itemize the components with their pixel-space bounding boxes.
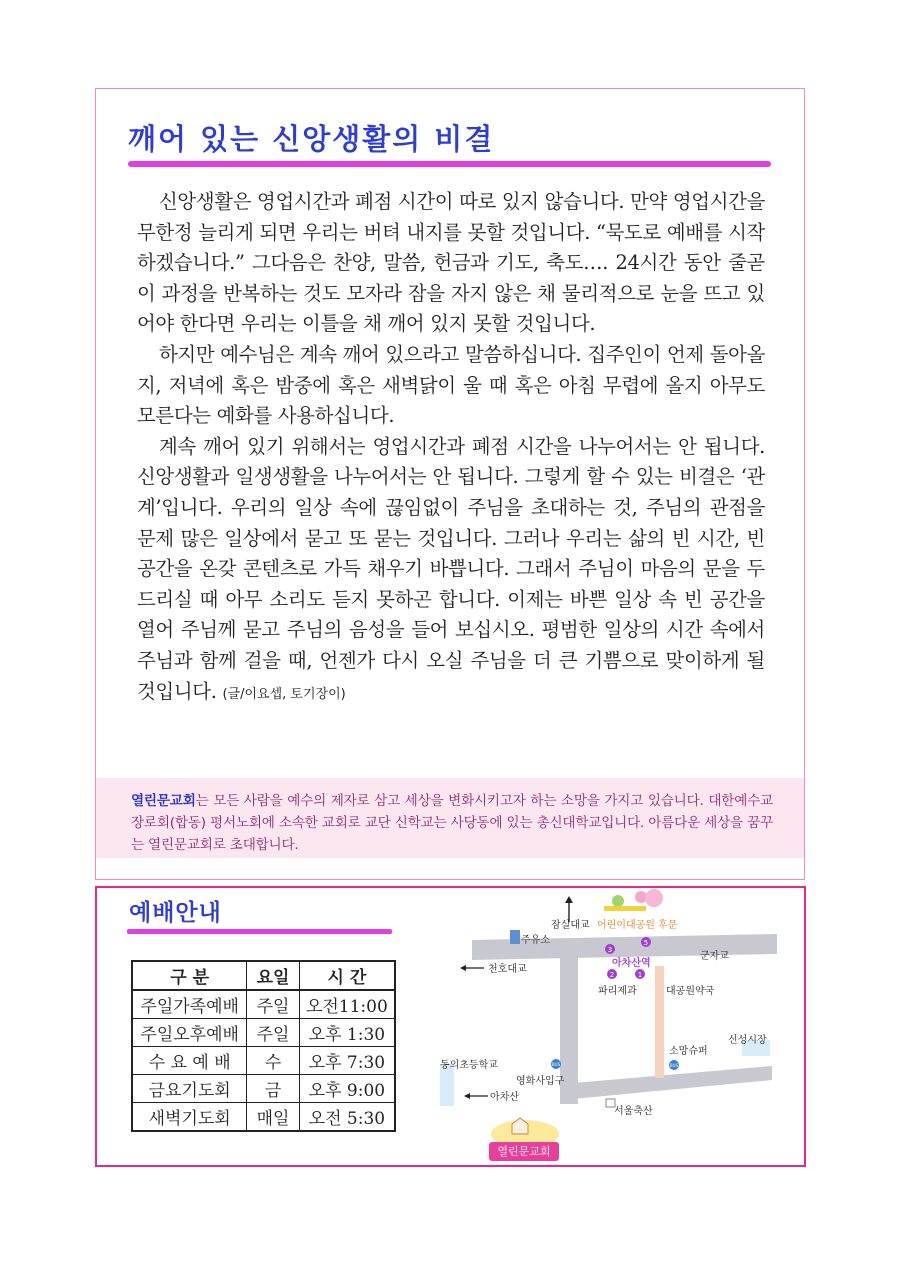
service-time: 오후 7:30 (299, 1047, 395, 1075)
church-intro-text: 는 모든 사람을 예수의 제자로 삼고 세상을 변화시키고자 하는 소망을 가지고 있습니다. 대한예수교장로회(합동) 평서노회에 소속한 교회로 교단 신학교는 사당동에 있는 총신대학교입니다. 아름다운 세상을 꿈꾸는 열린문교회로 초대합니다. (131, 793, 773, 853)
service-day: 수 (247, 1047, 299, 1075)
worship-schedule-table (131, 960, 396, 1132)
article-body (137, 187, 765, 710)
table-header: 요일 (247, 961, 299, 990)
label-achasan: 아차산 (490, 1092, 519, 1103)
table-header-row (132, 961, 395, 990)
table-row (132, 1019, 395, 1047)
church-location-map (432, 888, 777, 1163)
park-umbrella-icon (645, 889, 663, 907)
label-bakery: 파리제과 (598, 986, 637, 997)
schedule-title: 예배안내 (129, 900, 222, 926)
service-day: 주일 (247, 1019, 299, 1047)
schedule-title-underline (127, 929, 392, 934)
label-jamsil: 잠실대교 (551, 920, 590, 931)
label-somang-super: 소망슈퍼 (669, 1046, 708, 1057)
table-header: 시 간 (299, 961, 395, 990)
label-pharmacy: 대공원약국 (666, 986, 715, 997)
exit-3-number: 3 (607, 946, 613, 954)
north-arrowhead (565, 896, 573, 903)
service-day: 금 (247, 1075, 299, 1103)
service-name: 주일가족예배 (132, 990, 247, 1019)
table-row (132, 1075, 395, 1103)
service-name: 주일오후예배 (132, 1019, 247, 1047)
road-lower (562, 1066, 772, 1100)
church-name: 열린문교회 (131, 793, 196, 809)
service-time: 오후 1:30 (299, 1019, 395, 1047)
service-day: 주일 (247, 990, 299, 1019)
arrowhead-achasan (464, 1093, 470, 1099)
service-time: 오전11:00 (299, 990, 395, 1019)
label-gunja: 군자교 (700, 951, 729, 962)
park-fence (604, 906, 646, 911)
service-name: 수 요 예 배 (132, 1047, 247, 1075)
service-day: 매일 (247, 1103, 299, 1132)
label-achasan-station: 아차산역 (612, 958, 651, 969)
article-paragraph: 하지만 예수님은 계속 깨어 있으라고 말씀하십니다. 집주인이 언제 돌아올지, 저녁에 혹은 밤중에 혹은 새벽닭이 울 때 혹은 아침 무렵에 올지 아무도 모른다는 예화를 사용하십니다. (137, 342, 765, 428)
label-butcher: 서울축산 (614, 1106, 653, 1117)
exit-5-number: 5 (643, 939, 649, 947)
label-park: 어린이대공원 후문 (597, 920, 678, 931)
table-row (132, 1103, 395, 1132)
church-intro (131, 790, 773, 856)
article-paragraph: 신앙생활은 영업시간과 폐점 시간이 따로 있지 않습니다. 만약 영업시간을 무한정 늘리게 되면 우리는 버텨 내지를 못할 것입니다. “묵도로 예배를 시작하겠습니다.” 그다음은 찬양, 말씀, 헌금과 기도, 축도…. 24시간 동안 줄곧 이 과정을 반복하는 것도 모자라 잠을 자지 않은 채 물리적으로 눈을 뜨고 있어야 한다면 우리는 이틀을 채 깨어 있지 못할 것입니다. (137, 190, 765, 336)
title-underline (128, 161, 771, 167)
service-name: 금요기도회 (132, 1075, 247, 1103)
arrowhead-cheonho (460, 965, 466, 971)
article-paragraph (137, 432, 765, 710)
label-sinseong-market: 신성시장 (728, 1035, 767, 1046)
label-cheonho: 천호대교 (488, 964, 527, 975)
gas-station-icon (510, 930, 520, 944)
label-gas-station: 주유소 (521, 935, 550, 946)
exit-2-number: 2 (609, 971, 615, 979)
park-tree-icon (612, 895, 624, 907)
label-cinema: 영화사입구 (516, 1076, 565, 1087)
table-header: 구 분 (132, 961, 247, 990)
bus-stop-label: BUS (551, 1062, 561, 1067)
table-row (132, 1047, 395, 1075)
bus-stop-label: BUS (669, 1063, 679, 1068)
walking-path (655, 966, 664, 1078)
article-byline: (글/이요셉, 토기장이) (222, 686, 346, 702)
exit-1-number: 1 (637, 971, 643, 979)
article-paragraph-text: 계속 깨어 있기 위해서는 영업시간과 폐점 시간을 나누어서는 안 됩니다. 신앙생활과 일생생활을 나누어서는 안 됩니다. 그렇게 할 수 있는 비결은 ‘관계’입니다. 우리의 일상 속에 끊임없이 주님을 초대하는 것, 주님의 관점을 문제 많은 일상에서 묻고 또 묻는 것입니다. 그러나 우리는 삶의 빈 시간, 빈 공간을 온갖 콘텐츠로 가득 채우기 바쁩니다. 그래서 주님이 마음의 문을 두드리실 때 아무 소리도 듣지 못하곤 합니다. 이제는 바쁜 일상 속 빈 공간을 열어 주님께 묻고 주님의 음성을 들어 보십시오. 평범한 일상의 시간 속에서 주님과 함께 걸을 때, 언젠가 다시 오실 주님을 더 큰 기쁨으로 맞이하게 될 것입니다. (137, 434, 765, 703)
label-school: 동의초등학교 (440, 1060, 498, 1071)
service-time: 오전 5:30 (299, 1103, 395, 1132)
service-time: 오후 9:00 (299, 1075, 395, 1103)
article-title: 깨어 있는 신앙생활의 비결 (128, 122, 495, 156)
service-name: 새벽기도회 (132, 1103, 247, 1132)
table-row (132, 990, 395, 1019)
label-church: 열린문교회 (497, 1145, 551, 1158)
